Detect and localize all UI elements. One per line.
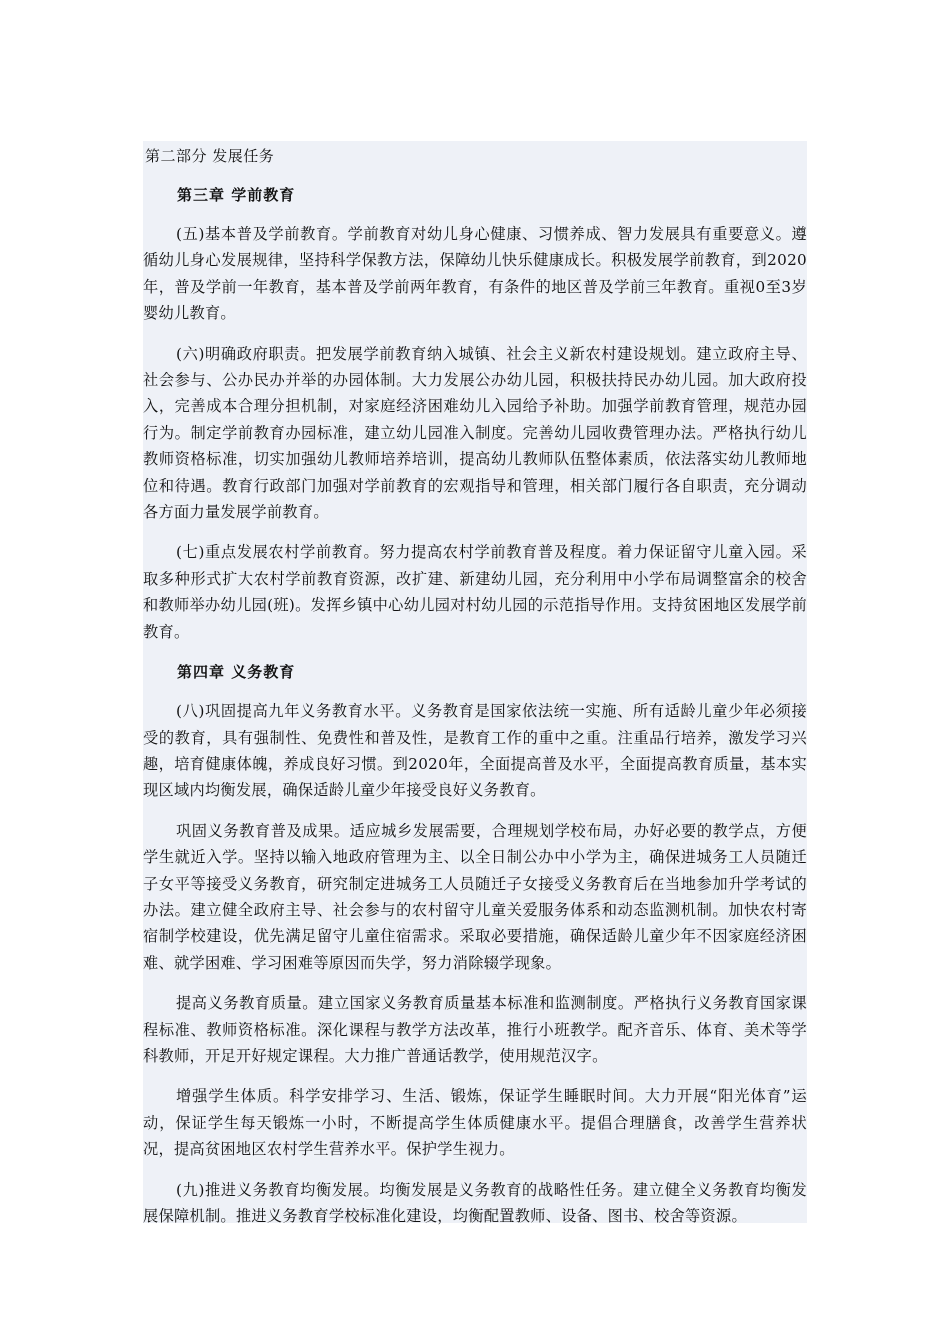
- paragraph: 增强学生体质。科学安排学习、生活、锻炼，保证学生睡眠时间。大力开展“阳光体育”运动，保证学生每天锻炼一小时，不断提高学生体质健康水平。提倡合理膳食，改善学生营养状况，提高贫困地区农村学生营养水平。保护学生视力。: [143, 1087, 807, 1159]
- paragraph: (五)基本普及学前教育。学前教育对幼儿身心健康、习惯养成、智力发展具有重要意义。遵循幼儿身心发展规律，坚持科学保教方法，保障幼儿快乐健康成长。积极发展学前教育，到2020年，普及学前一年教育，基本普及学前两年教育，有条件的地区普及学前三年教育。重视0至3岁婴幼儿教育。: [143, 225, 807, 323]
- paragraph: (七)重点发展农村学前教育。努力提高农村学前教育普及程度。着力保证留守儿童入园。采取多种形式扩大农村学前教育资源，改扩建、新建幼儿园，充分利用中小学布局调整富余的校舍和教师举办幼儿园(班)。发挥乡镇中心幼儿园对村幼儿园的示范指导作用。支持贫困地区发展学前教育。: [143, 543, 807, 641]
- paragraph: 提高义务教育质量。建立国家义务教育质量基本标准和监测制度。严格执行义务教育国家课程标准、教师资格标准。深化课程与教学方法改革，推行小班教学。配齐音乐、体育、美术等学科教师，开足开好规定课程。大力推广普通话教学，使用规范汉字。: [143, 994, 807, 1065]
- document-body: [143, 141, 807, 1243]
- chapter-title: 第四章 义务教育: [177, 663, 296, 682]
- section-title: 第二部分 发展任务: [145, 147, 275, 165]
- paragraph: (六)明确政府职责。把发展学前教育纳入城镇、社会主义新农村建设规划。建立政府主导、社会参与、公办民办并举的办园体制。大力发展公办幼儿园，积极扶持民办幼儿园。加大政府投入，完善成本合理分担机制，对家庭经济困难幼儿入园给予补助。加强学前教育管理，规范办园行为。制定学前教育办园标准，建立幼儿园准入制度。完善幼儿园收费管理办法。严格执行幼儿教师资格标准，切实加强幼儿教师培养培训，提高幼儿教师队伍整体素质，依法落实幼儿教师地位和待遇。教育行政部门加强对学前教育的宏观指导和管理，相关部门履行各自职责，充分调动各方面力量发展学前教育。: [143, 344, 807, 522]
- paragraph: (九)推进义务教育均衡发展。均衡发展是义务教育的战略性任务。建立健全义务教育均衡发展保障机制。推进义务教育学校标准化建设，均衡配置教师、设备、图书、校舍等资源。: [143, 1180, 807, 1225]
- paragraph: 巩固义务教育普及成果。适应城乡发展需要，合理规划学校布局，办好必要的教学点，方便学生就近入学。坚持以输入地政府管理为主、以全日制公办中小学为主，确保进城务工人员随迁子女平等接受义务教育，研究制定进城务工人员随迁子女接受义务教育后在当地参加升学考试的办法。建立健全政府主导、社会参与的农村留守儿童关爱服务体系和动态监测机制。加快农村寄宿制学校建设，优先满足留守儿童住宿需求。采取必要措施，确保适龄儿童少年不因家庭经济困难、就学困难、学习困难等原因而失学，努力消除辍学现象。: [143, 821, 807, 972]
- paragraph: (八)巩固提高九年义务教育水平。义务教育是国家依法统一实施、所有适龄儿童少年必须接受的教育，具有强制性、免费性和普及性，是教育工作的重中之重。注重品行培养，激发学习兴趣，培育健康体魄，养成良好习惯。到2020年，全面提高普及水平，全面提高教育质量，基本实现区域内均衡发展，确保适龄儿童少年接受良好义务教育。: [143, 702, 807, 800]
- chapter-title: 第三章 学前教育: [177, 186, 296, 204]
